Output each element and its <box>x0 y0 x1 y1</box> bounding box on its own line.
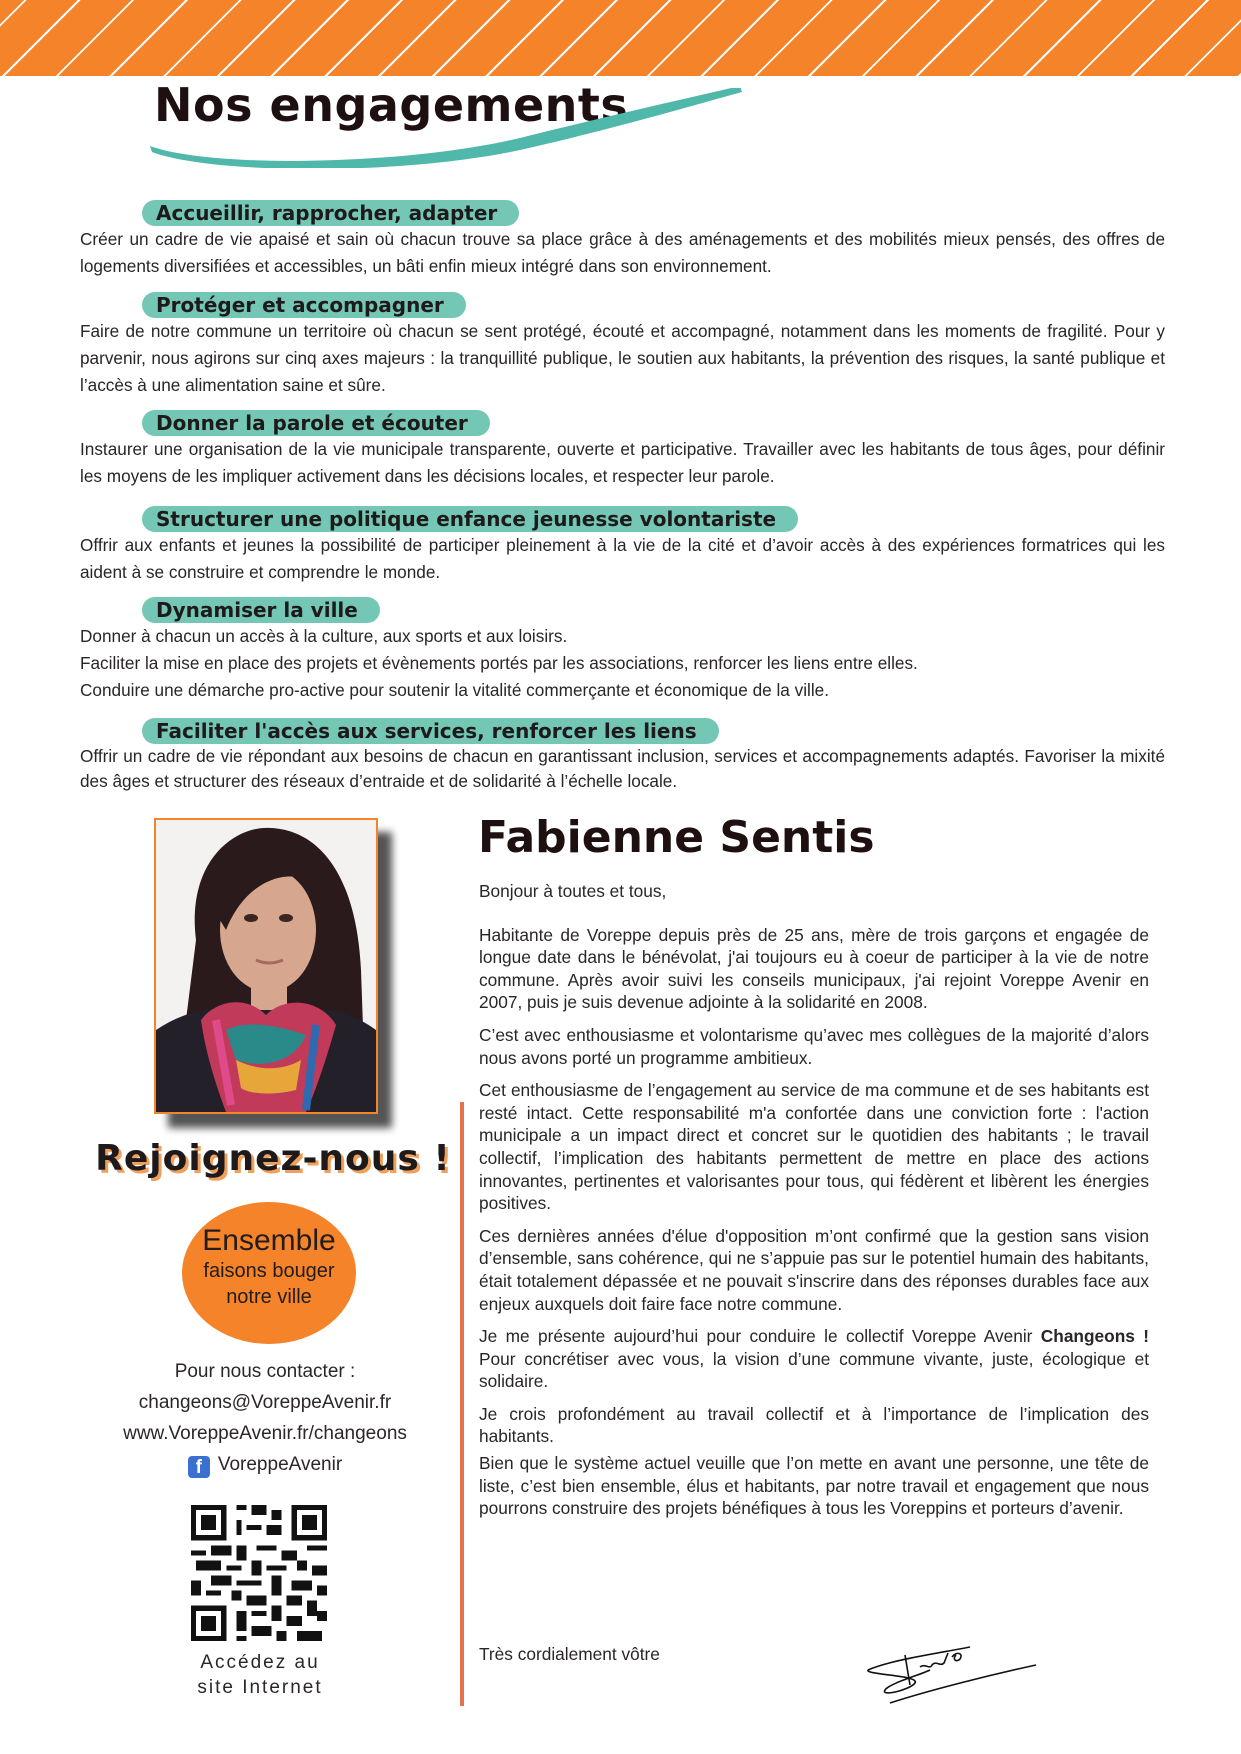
letter-closing: Très cordialement vôtre <box>479 1644 660 1664</box>
commitment-text: Donner à chacun un accès à la culture, aux sports et aux loisirs. <box>80 626 568 646</box>
commitment-text: Conduire une démarche pro-active pour soutenir la vitalité commerçante et économique de la ville. <box>80 680 830 700</box>
commitment-section <box>80 410 1165 490</box>
facebook-handle: VoreppeAvenir <box>217 1454 343 1475</box>
commitment-text: Faciliter la mise en place des projets et évènements portés par les associations, renforcer les liens entre elles. <box>80 653 918 673</box>
commitment-text: Faire de notre commune un territoire où chacun se sent protégé, écouté et accompagné, notamment dans les moments de fragilité. Pour y parvenir, nous agirons sur cinq axes majeurs : la tranquillité publique, le soutien aux habitants, la prévention des risques, la santé publique et l’accès à une alimentation saine et sûre. <box>80 321 1165 395</box>
signature-image <box>860 1645 1040 1705</box>
commitment-title: Structurer une politique enfance jeunesse volontariste <box>142 506 798 532</box>
letter-paragraph: Je me présente aujourd’hui pour conduire le collectif Voreppe Avenir Changeons ! Pour concrétiser avec vous, la vision d’une commune vivante, juste, écologique et solidaire. <box>479 1326 1149 1392</box>
commitment-title: Donner la parole et écouter <box>142 410 490 436</box>
letter-paragraph: Bien que le système actuel veuille que l’on mette en avant une personne, une tête de liste, c’est bien ensemble, élus et habitants, par notre travail et engagement que nous pourrons construire des projets bénéfiques à tous les Voreppins et porteurs d’avenir. <box>479 1453 1149 1519</box>
letter-paragraph: Cet enthousiasme de l’engagement au service de ma commune et de ses habitants est resté intact. Cette responsabilité m'a confortée dans une conviction forte : l'action municipale a un impact direct et concret sur le quotidien des habitants ; le travail collectif, l’implication des habitants permettent de mettre en place des actions innovantes, pertinentes et valorisantes pour tous, qui fédèrent et libèrent les énergies positives. <box>479 1080 1149 1214</box>
website-link[interactable]: www.VoreppeAvenir.fr/changeons <box>123 1423 407 1444</box>
commitment-section <box>80 597 1165 704</box>
portrait-image <box>156 820 376 1112</box>
letter-paragraph: Je crois profondément au travail collectif et à l’importance de l’implication des habitants. <box>479 1403 1149 1447</box>
slogan-line-2: faisons bouger <box>203 1260 335 1282</box>
candidate-photo <box>154 818 378 1114</box>
contact-block <box>80 1356 450 1480</box>
slogan-line-1: Ensemble <box>202 1224 336 1257</box>
candidate-name: Fabienne Sentis <box>478 812 875 863</box>
commitment-section <box>80 292 1165 399</box>
letter-paragraph: Ces dernières années d'élue d'opposition m’ont confirmé que la gestion sans vision d’ensemble, sans cohérence, qui ne s’appuie pas sur le potentiel humain des habitants, était totalement dépassée et ne pouvait s'inscrire dans des réponses durables face aux enjeux auxquels doit faire face notre commune. <box>479 1225 1149 1314</box>
qr-caption: Accédez au site Internet <box>197 1652 323 1698</box>
candidate-letter <box>479 880 1149 1530</box>
commitment-section <box>80 200 1165 280</box>
commitment-text: Offrir un cadre de vie répondant aux besoins de chacun en garantissant inclusion, services et accompagnements adaptés. Favoriser la mixité des âges et structurer des réseaux d’entraide et de solidarité à l’échelle locale. <box>80 746 1165 791</box>
commitment-text: Offrir aux enfants et jeunes la possibilité de participer pleinement à la vie de la cité et d’avoir accès à des expériences formatrices qui les aident à se construire et comprendre le monde. <box>80 535 1165 582</box>
commitment-section <box>80 718 1165 794</box>
changeons-emphasis: Changeons ! <box>1040 1326 1149 1347</box>
slogan-line-3: notre ville <box>226 1286 312 1308</box>
letter-paragraph: Habitante de Voreppe depuis près de 25 ans, mère de trois garçons et engagée de longue date dans le bénévolat, j'ai toujours eu à coeur de participer à la vie de notre commune. Après avoir suivi les conseils municipaux, j'ai rejoint Voreppe Avenir en 2007, puis je suis devenue adjointe à la solidarité en 2008. <box>479 924 1149 1013</box>
join-us-heading: Rejoignez-nous ! <box>95 1138 451 1179</box>
teal-swoosh-decoration <box>150 88 750 168</box>
facebook-link[interactable] <box>80 1449 450 1480</box>
commitment-title: Protéger et accompagner <box>142 292 466 318</box>
commitment-text: Créer un cadre de vie apaisé et sain où chacun trouve sa place grâce à des aménagements et des mobilités mieux pensés, des offres de logements diversifiées et accessibles, un bâti enfin mieux intégré dans son environnement. <box>80 229 1165 276</box>
commitment-title: Dynamiser la ville <box>142 597 380 623</box>
letter-greeting: Bonjour à toutes et tous, <box>479 881 667 901</box>
qr-code[interactable] <box>186 1500 332 1646</box>
commitment-section <box>80 506 1165 586</box>
commitment-text: Instaurer une organisation de la vie municipale transparente, ouverte et participative. Travailler avec les habitants de tous âges, pour définir les moyens de les impliquer activement dans les décisions locales, et respecter leur parole. <box>80 439 1165 486</box>
commitment-title: Faciliter l'accès aux services, renforcer les liens <box>142 718 719 744</box>
facebook-icon: f <box>188 1456 210 1478</box>
email-link[interactable]: changeons@VoreppeAvenir.fr <box>138 1392 392 1413</box>
striped-orange-banner <box>0 0 1241 76</box>
page-title: Nos engagements <box>154 78 629 132</box>
letter-paragraph: C’est avec enthousiasme et volontarisme qu’avec mes collègues de la majorité d’alors nous avons porté un programme ambitieux. <box>479 1024 1149 1068</box>
slogan-badge <box>182 1202 356 1344</box>
vertical-divider <box>460 1102 464 1706</box>
commitment-title: Accueillir, rapprocher, adapter <box>142 200 519 226</box>
contact-label: Pour nous contacter : <box>174 1361 356 1382</box>
